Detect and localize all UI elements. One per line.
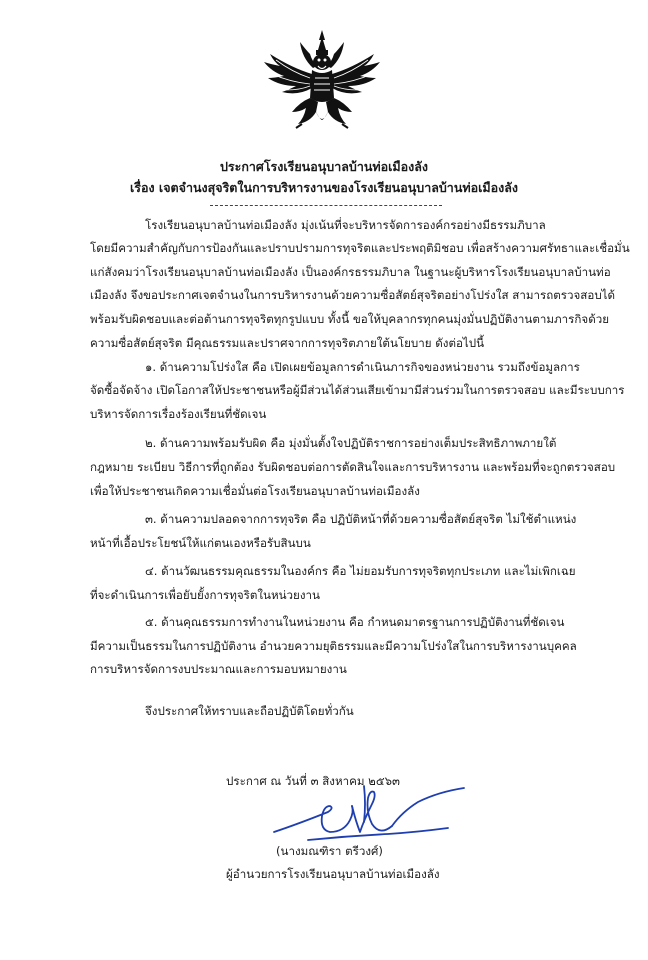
intro-line: พร้อมรับผิดชอบและต่อต้านการทุจริตทุกรูปแบบ ทั้งนี้ ขอให้บุคลากรทุกคนมุ่งมั่นปฏิบัติงานตามภารกิจด้วย [90, 312, 610, 326]
intro-line: เมืองลัง จึงขอประกาศเจตจำนงในการบริหารงานด้วยความซื่อสัตย์สุจริตอย่างโปร่งใส สามารถตรวจสอบได้ [90, 288, 616, 302]
policy-item-1-line: จัดซื้อจัดจ้าง เปิดโอกาสให้ประชาชนหรือผู้มีส่วนได้ส่วนเสียเข้ามามีส่วนร่วมในการตรวจสอบ และมีระบบการ [90, 383, 625, 397]
announcement-title: ประกาศโรงเรียนอนุบาลบ้านท่อเมืองลัง [219, 159, 429, 174]
policy-item-2-line: กฎหมาย ระเบียบ วิธีการที่ถูกต้อง รับผิดชอบต่อการตัดสินใจและการบริหารงาน และพร้อมที่จะถูกตรวจสอบ [90, 460, 616, 474]
policy-item-1-line: บริหารจัดการเรื่องร้องเรียนที่ชัดเจน [90, 407, 267, 421]
signatory-name: (นางมณฑิรา ตรีวงศ์) [276, 844, 383, 858]
policy-item-2-line: เพื่อให้ประชาชนเกิดความเชื่อมั่นต่อโรงเรียนอนุบาลบ้านท่อเมืองลัง [90, 484, 420, 498]
announcement-subject: เรื่อง เจตจำนงสุจริตในการบริหารงานของโรงเรียนอนุบาลบ้านท่อเมืองลัง [129, 180, 519, 195]
garuda-emblem-icon [262, 28, 382, 132]
policy-item-5-line: มีความเป็นธรรมในการปฏิบัติงาน อำนวยความยุติธรรมและมีความโปร่งใสในการบริหารงานบุคคล [90, 639, 577, 653]
policy-item-3: ๓. ด้านความปลอดจากการทุจริต คือ ปฏิบัติหน้าที่ด้วยความซื่อสัตย์สุจริต ไม่ใช้ตำแหน่ง [145, 512, 577, 526]
policy-item-5-line: การบริหารจัดการงบประมาณและการมอบหมายงาน [90, 662, 347, 676]
intro-line: โดยมีความสำคัญกับการป้องกันและปราบปรามการทุจริตและประพฤติมิชอบ เพื่อสร้างความศรัทธาและเชื่อมั่น [90, 241, 630, 255]
policy-item-5: ๕. ด้านคุณธรรมการทำงานในหน่วยงาน คือ กำหนดมาตรฐานการปฏิบัติงานที่ชัดเจน [145, 615, 565, 629]
policy-item-4-line: ที่จะดำเนินการเพื่อยับยั้งการทุจริตในหน่วยงาน [90, 588, 320, 602]
closing-statement: จึงประกาศให้ทราบและถือปฏิบัติโดยทั่วกัน [145, 704, 354, 718]
intro-line: โรงเรียนอนุบาลบ้านท่อเมืองลัง มุ่งเน้นที่จะบริหารจัดการองค์กรอย่างมีธรรมภิบาล [145, 218, 546, 232]
intro-line: ความซื่อสัตย์สุจริต มีคุณธรรมและปราศจากการทุจริตภายใต้นโยบาย ดังต่อไปนี้ [90, 336, 485, 350]
signatory-position: ผู้อำนวยการโรงเรียนอนุบาลบ้านท่อเมืองลัง [226, 867, 440, 881]
announcement-date: ประกาศ ณ วันที่ ๓ สิงหาคม ๒๕๖๓ [226, 774, 400, 788]
intro-line: แก่สังคมว่าโรงเรียนอนุบาลบ้านท่อเมืองลัง เป็นองค์กรธรรมภิบาล ในฐานะผู้บริหารโรงเรียนอนุบาลบ้านท่อ [90, 265, 611, 279]
handwritten-signature [268, 782, 468, 844]
policy-item-4: ๔. ด้านวัฒนธรรมคุณธรรมในองค์กร คือ ไม่ยอมรับการทุจริตทุกประเภท และไม่เพิกเฉย [145, 564, 576, 578]
policy-item-1: ๑. ด้านความโปร่งใส คือ เปิดเผยข้อมูลการดำเนินภารกิจของหน่วยงาน รวมถึงข้อมูลการ [145, 360, 580, 374]
title-divider [210, 205, 442, 206]
policy-item-2: ๒. ด้านความพร้อมรับผิด คือ มุ่งมั่นตั้งใจปฏิบัติราชการอย่างเต็มประสิทธิภาพภายใต้ [145, 436, 557, 450]
policy-item-3-line: หน้าที่เอื้อประโยชน์ให้แก่ตนเองหรือรับสินบน [90, 536, 311, 550]
